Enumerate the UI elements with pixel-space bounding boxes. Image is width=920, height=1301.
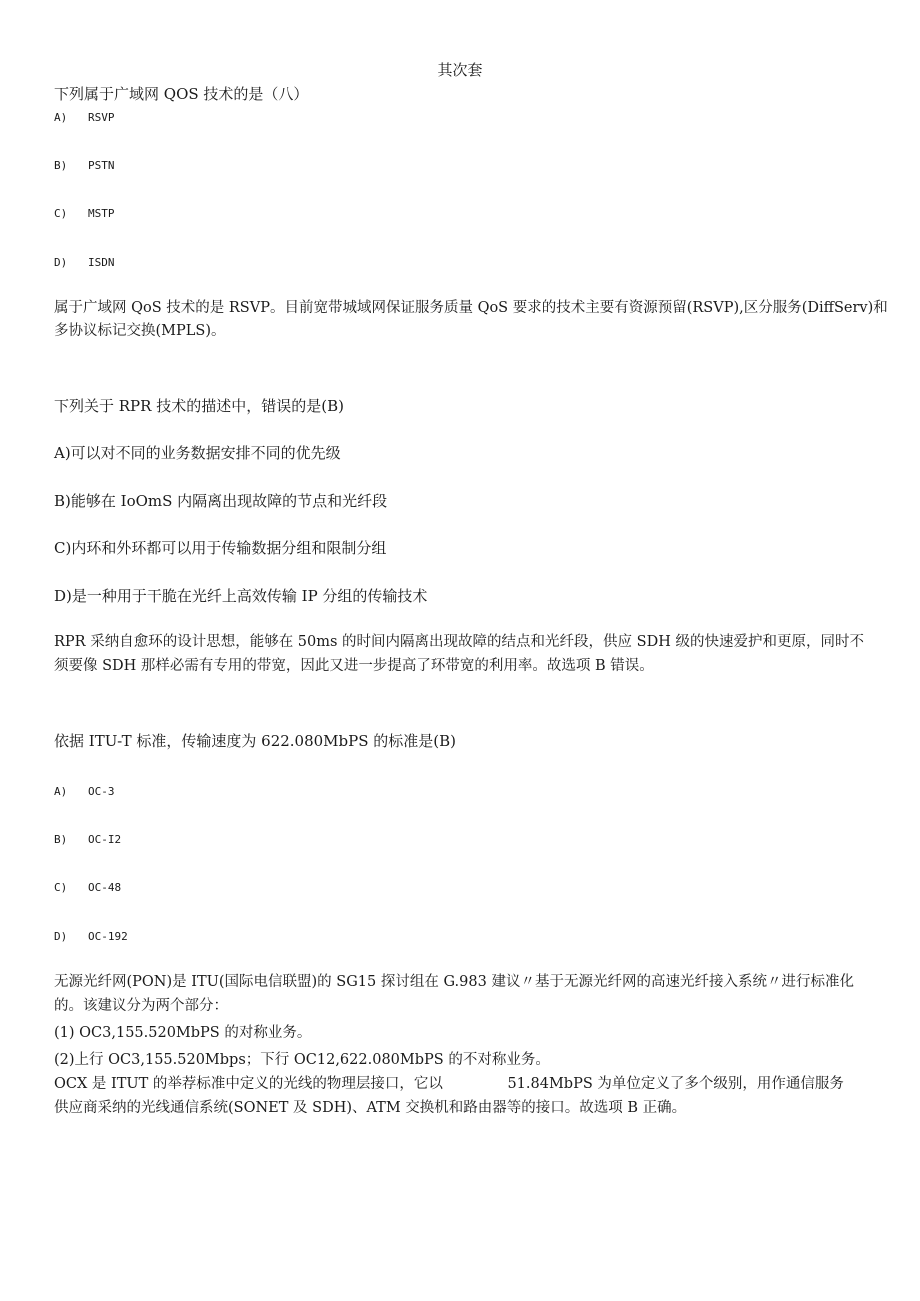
option-text: MSTP (88, 207, 115, 220)
option-text: OC-48 (88, 881, 122, 894)
q3-explanation-line-5: OCX 是 ITUT 的举荐标准中定义的光线的物理层接口，它以 51.84MbPS 为单位定义了多个级别，用作通信服务 (54, 1076, 844, 1092)
q2-option-c: C)内环和外环都可以用于传输数据分组和限制分组 (54, 539, 387, 557)
q3-option-a (54, 785, 115, 799)
q2-explanation-line-1: RPR 采纳自愈环的设计思想，能够在 50ms 的时间内隔离出现故障的结点和光纤段，供应 SDH 级的快速爱护和更原，同时不 (54, 634, 864, 650)
question-3: 依据 ITU-T 标准，传输速度为 622.080MbPS 的标准是(B) (54, 732, 457, 750)
option-key: B) (54, 833, 68, 846)
option-text: RSVP (88, 111, 115, 124)
question-2: 下列关于 RPR 技术的描述中，错误的是(B) (54, 397, 344, 415)
q1-option-a (54, 111, 115, 125)
option-key: D) (54, 930, 68, 943)
q1-option-c (54, 207, 115, 221)
q3-option-c (54, 881, 121, 895)
option-key: C) (54, 881, 68, 894)
q3-explanation-line-4: (2)上行 OC3,155.520Mbps；下行 OC12,622.080MbPS 的不对称业务。 (54, 1052, 550, 1068)
q3-explanation-line-6: 供应商采纳的光线通信系统(SONET 及 SDH)、ATM 交换机和路由器等的接口。故选项 B 正确。 (54, 1100, 687, 1116)
question-1: 下列属于广域网 QOS 技术的是（八） (54, 85, 309, 103)
q2-option-d: D)是一种用于干脆在光纤上高效传输 IP 分组的传输技术 (54, 587, 428, 605)
q1-explanation-line-2: 多协议标记交换(MPLS)。 (54, 323, 226, 339)
q2-option-a: A)可以对不同的业务数据安排不同的优先级 (54, 444, 341, 462)
q3-explanation-line-1: 无源光纤网(PON)是 ITU(国际电信联盟)的 SG15 探讨组在 G.983 建议〃基于无源光纤网的高速光纤接入系统〃进行标准化 (54, 974, 854, 990)
option-text: OC-3 (88, 785, 115, 798)
q3-explanation-line-2: 的。该建议分为两个部分： (54, 998, 228, 1014)
q3-option-d (54, 930, 128, 944)
option-key: C) (54, 207, 68, 220)
option-key: A) (54, 785, 68, 798)
option-key: D) (54, 256, 68, 269)
q2-explanation-line-2: 须要像 SDH 那样必需有专用的带宽，因此又进一步提高了环带宽的利用率。故选项 B 错误。 (54, 658, 654, 674)
option-key: A) (54, 111, 68, 124)
option-text: OC-192 (88, 930, 128, 943)
option-key: B) (54, 159, 68, 172)
q3-explanation-line-3: (1) OC3,155.520MbPS 的对称业务。 (54, 1025, 312, 1041)
q1-option-d (54, 256, 115, 270)
q2-option-b: B)能够在 IoOmS 内隔离出现故障的节点和光纤段 (54, 492, 388, 510)
option-text: ISDN (88, 256, 115, 269)
option-text: OC-I2 (88, 833, 122, 846)
page-title: 其次套 (437, 61, 483, 79)
option-text: PSTN (88, 159, 115, 172)
q1-option-b (54, 159, 115, 173)
q3-option-b (54, 833, 121, 847)
q1-explanation-line-1: 属于广域网 QoS 技术的是 RSVP。目前宽带城域网保证服务质量 QoS 要求的技术主要有资源预留(RSVP),区分服务(DiffServ)和 (54, 300, 888, 316)
